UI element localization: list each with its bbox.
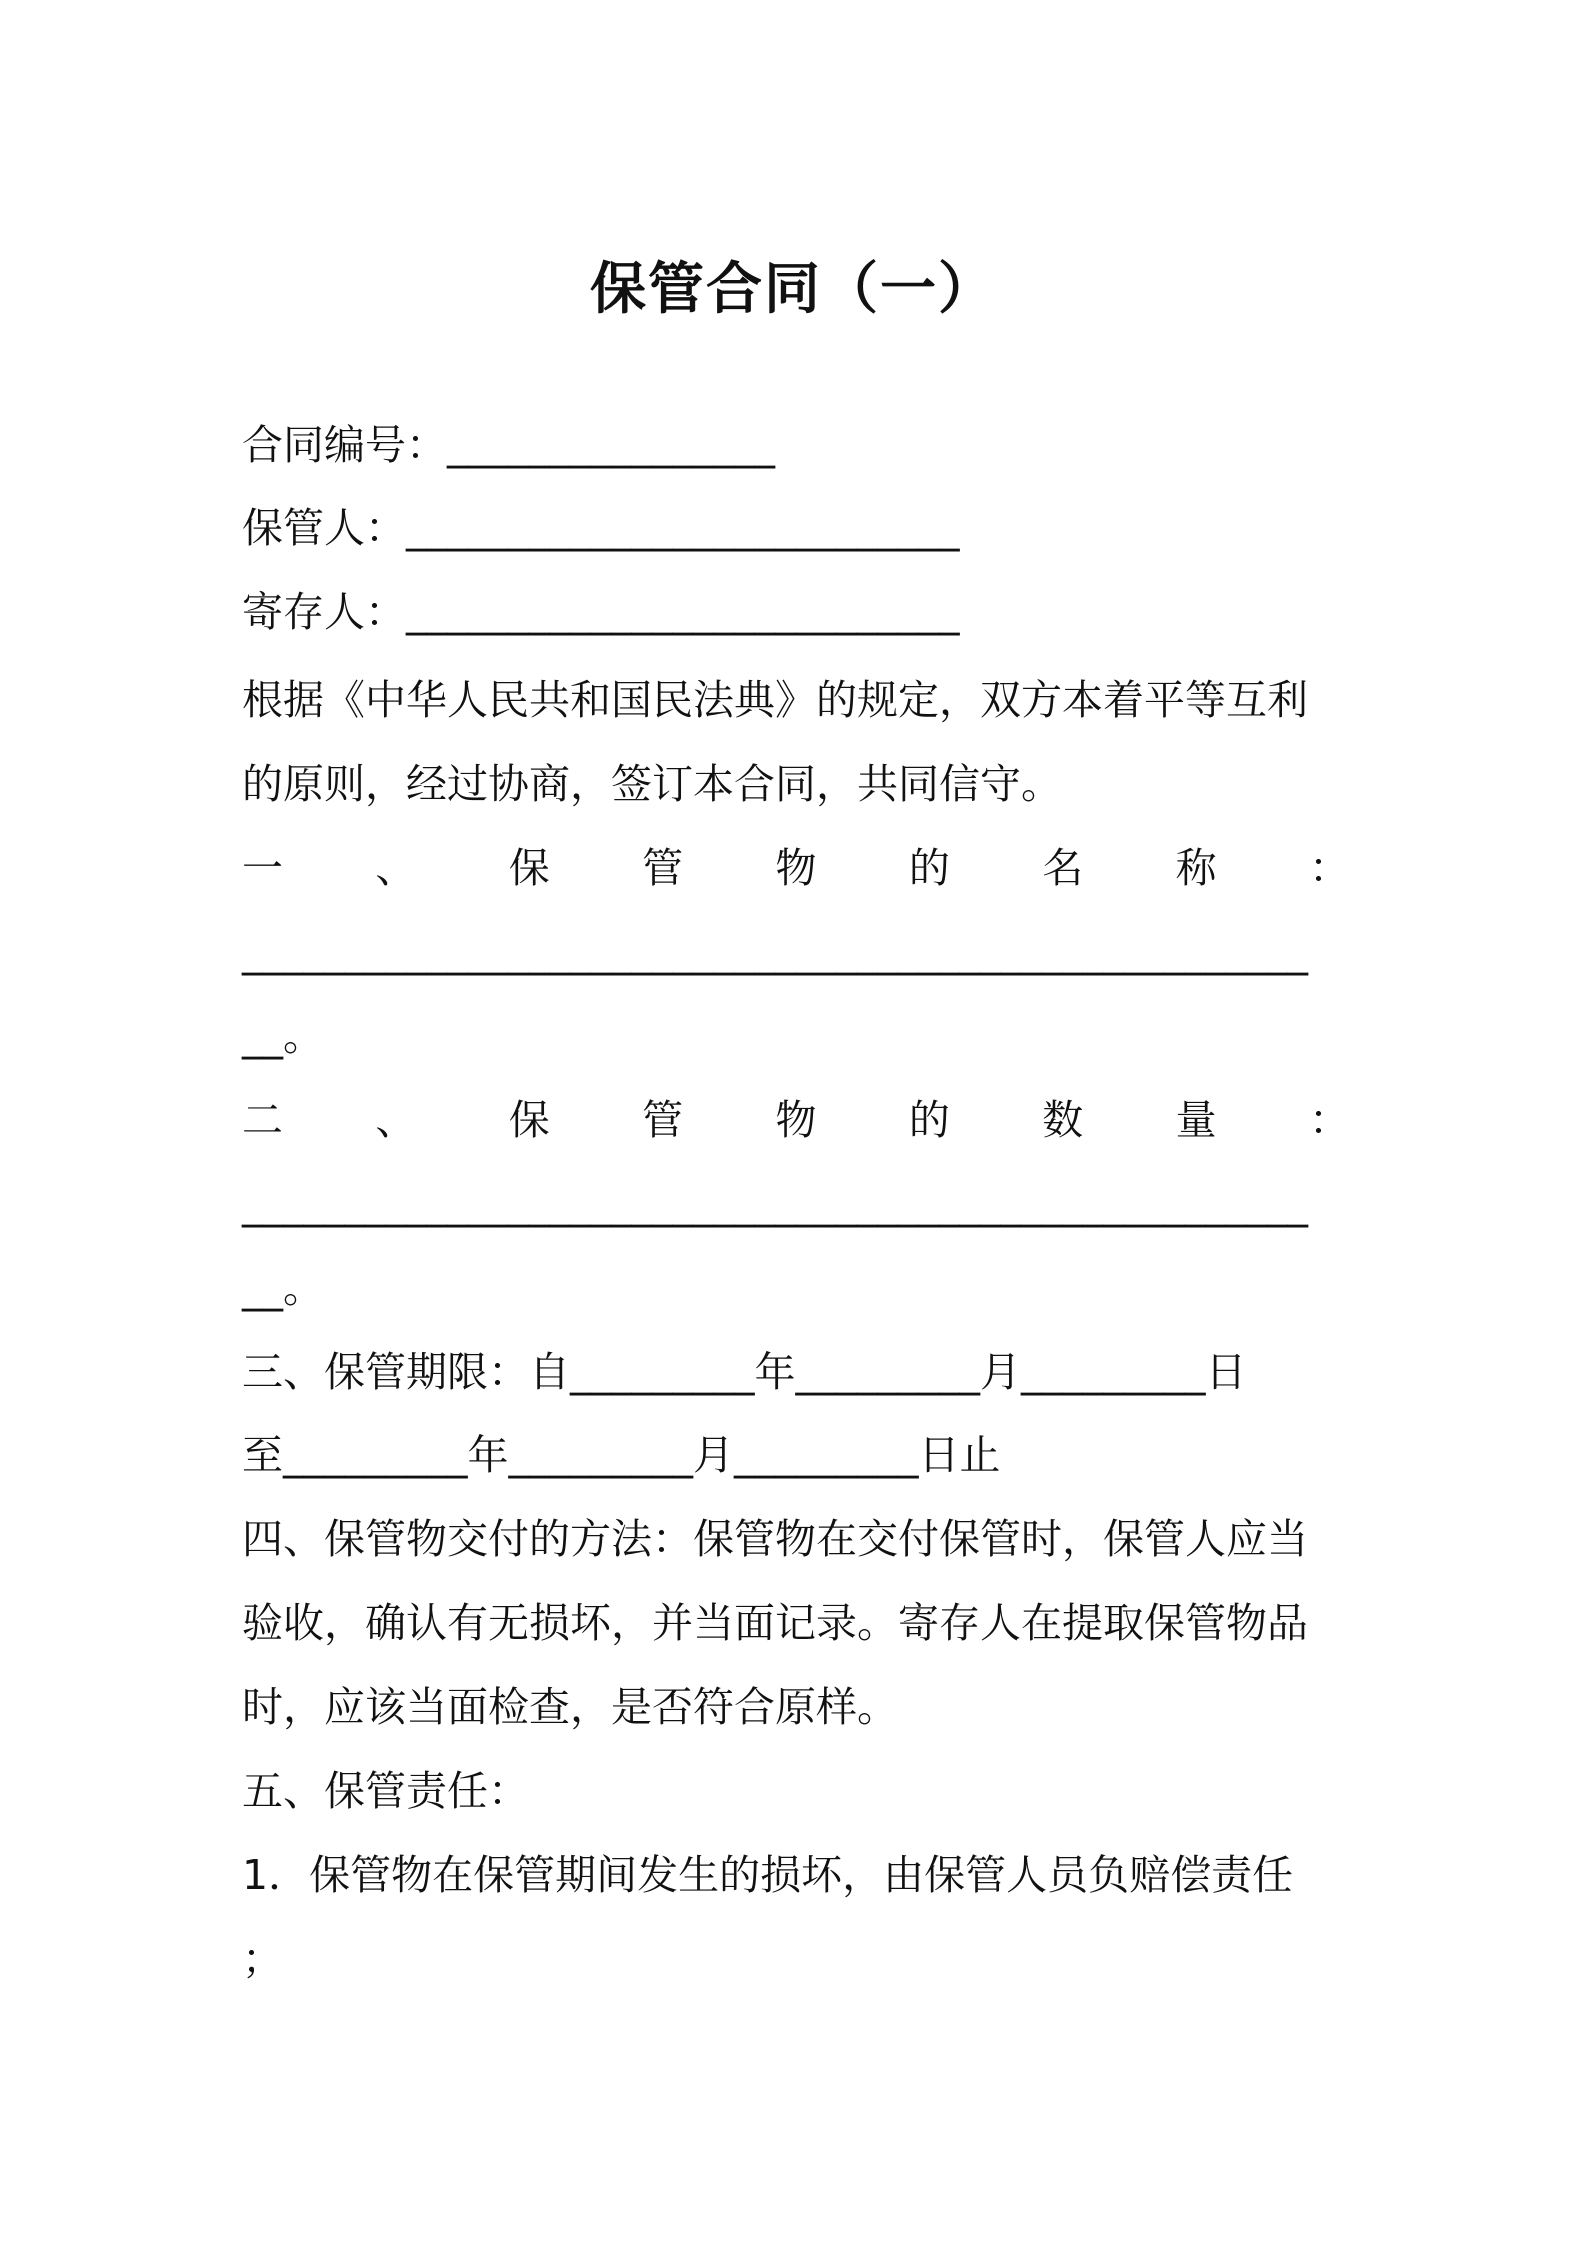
section-1-char: ： [1309, 844, 1350, 892]
section-1-char: 保 [508, 844, 550, 892]
contract-number-field: 合同编号：________________ [242, 421, 775, 469]
section-2-char: 量 [1175, 1096, 1217, 1144]
section-2-char: 的 [908, 1096, 950, 1144]
section-1-char: 的 [908, 844, 950, 892]
section-4-line-1: 四、保管物交付的方法：保管物在交付保管时，保管人应当 [242, 1515, 1308, 1563]
section-1-char: 一 [242, 844, 283, 892]
section-1-char: 称 [1175, 844, 1217, 892]
section-1-char: 名 [1042, 844, 1084, 892]
section-3-line-2: 至_________年_________月_________日止 [242, 1431, 1001, 1479]
section-2-char: 物 [775, 1096, 817, 1144]
depositor-field: 寄存人：___________________________ [242, 588, 960, 636]
document-title: 保管合同（一） [590, 257, 996, 322]
section-1-char: 管 [642, 844, 684, 892]
section-2-blank: ____________________________________________________ [242, 1180, 1308, 1228]
section-5-item-1-end: ； [242, 1935, 283, 1983]
section-2-char: 管 [642, 1096, 684, 1144]
section-1-blank: ____________________________________________________ [242, 928, 1308, 976]
section-5-heading: 五、保管责任： [242, 1767, 529, 1815]
intro-paragraph-line-2: 的原则，经过协商，签订本合同，共同信守。 [242, 760, 1062, 808]
section-2-end: __。 [242, 1264, 324, 1312]
section-1-heading [242, 838, 1350, 898]
section-2-char: 数 [1042, 1096, 1084, 1144]
section-2-heading [242, 1090, 1350, 1150]
section-1-end: __。 [242, 1012, 324, 1060]
section-3-line-1: 三、保管期限：自_________年_________月_________日 [242, 1348, 1247, 1396]
section-5-item-1: 1．保管物在保管期间发生的损坏，由保管人员负赔偿责任 [242, 1851, 1294, 1899]
section-4-line-2: 验收，确认有无损坏，并当面记录。寄存人在提取保管物品 [242, 1599, 1308, 1647]
section-4-line-3: 时，应该当面检查，是否符合原样。 [242, 1683, 898, 1731]
section-1-char: 物 [775, 844, 817, 892]
custodian-field: 保管人：___________________________ [242, 504, 960, 552]
section-2-char: 保 [508, 1096, 550, 1144]
section-2-char: ： [1309, 1096, 1350, 1144]
section-1-char: 、 [375, 844, 417, 892]
section-2-char: 、 [375, 1096, 417, 1144]
section-2-char: 二 [242, 1096, 283, 1144]
intro-paragraph-line-1: 根据《中华人民共和国民法典》的规定，双方本着平等互利 [242, 676, 1308, 724]
